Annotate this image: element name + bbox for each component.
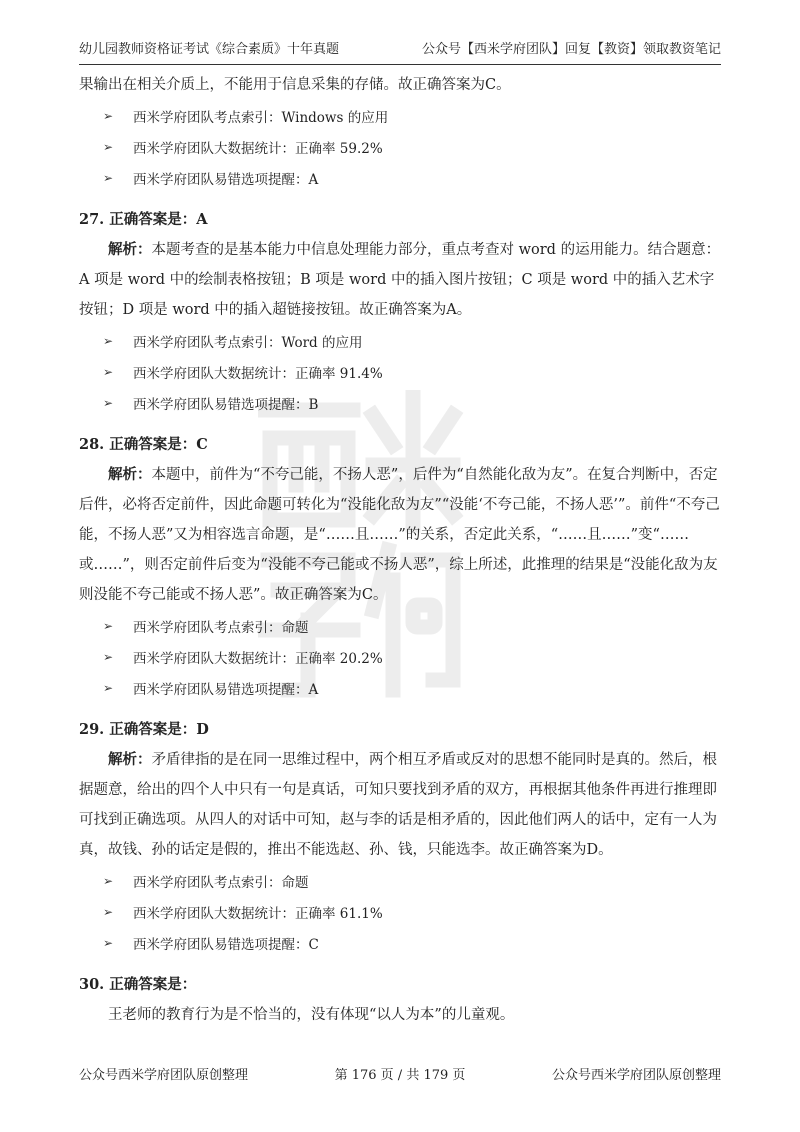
arrow-bullet-icon: ➢ xyxy=(103,618,114,633)
list-item: ➢ 西米学府团队大数据统计：正确率 20.2% xyxy=(103,649,383,667)
arrow-bullet-icon: ➢ xyxy=(103,904,114,919)
q30-answer: 王老师的教育行为是不恰当的，没有体现“以人为本”的儿童观。 xyxy=(108,1007,515,1023)
q29-heading: 29. 正确答案是：D xyxy=(79,721,209,738)
intro-text: 果输出在相关介质上，不能用于信息采集的存储。故正确答案为C。 xyxy=(79,77,511,93)
arrow-bullet-icon: ➢ xyxy=(103,364,114,379)
list-item: ➢ 西米学府团队考点索引：Windows 的应用 xyxy=(103,108,389,126)
list-item: ➢ 西米学府团队易错选项提醒：C xyxy=(103,935,319,953)
arrow-bullet-icon: ➢ xyxy=(103,333,114,348)
footer-right-text: 公众号西米学府团队原创整理 xyxy=(551,1068,721,1083)
arrow-bullet-icon: ➢ xyxy=(103,395,114,410)
list-item: ➢ 西米学府团队易错选项提醒：A xyxy=(103,680,319,698)
q27-analysis: 解析：本题考查的是基本能力中信息处理能力部分，重点考查对 word 的运用能力。结合题意：A 项是 word 中的绘制表格按钮；B 项是 word 中的插入图片按钮；C 项是 word 中的插入艺术字按钮；D 项是 word 中的插入超链接按钮。故正确答案为A。 xyxy=(79,241,721,318)
q30-heading: 30. 正确答案是： xyxy=(79,976,197,993)
q29-analysis: 解析：矛盾律指的是在同一思维过程中，两个相互矛盾或反对的思想不能同时是真的。然后，根据题意，给出的四个人中只有一句是真话，可知只要找到矛盾的双方，再根据其他条件再进行推理即可找到正确选项。从四人的对话中可知，赵与李的话是相矛盾的，因此他们两人的话中，定有一人为真，故钱、孙的话定是假的，推出不能选赵、孙、钱，只能选李。故正确答案为D。 xyxy=(79,751,717,858)
page-header xyxy=(79,38,721,65)
list-item: ➢ 西米学府团队易错选项提醒：A xyxy=(103,170,319,188)
arrow-bullet-icon: ➢ xyxy=(103,170,114,185)
document-body xyxy=(79,70,721,1030)
list-item: ➢ 西米学府团队大数据统计：正确率 59.2% xyxy=(103,139,383,157)
arrow-bullet-icon: ➢ xyxy=(103,935,114,950)
arrow-bullet-icon: ➢ xyxy=(103,873,114,888)
arrow-bullet-icon: ➢ xyxy=(103,108,114,123)
list-item: ➢ 西米学府团队易错选项提醒：B xyxy=(103,395,319,413)
arrow-bullet-icon: ➢ xyxy=(103,139,114,154)
arrow-bullet-icon: ➢ xyxy=(103,649,114,664)
q28-analysis: 解析：本题中，前件为“不夸己能，不扬人恶”，后件为“自然能化敌为友”。在复合判断中，否定后件，必将否定前件，因此命题可转化为“没能化敌为友”“没能‘不夸己能，不扬人恶’”。前件“不夸己能，不扬人恶”又为相容选言命题，是“……且……”的关系，否定此关系，“……且……”变“……或……”，则否定前件后变为“没能不夸己能或不扬人恶”，综上所述，此推理的结果是“没能化敌为友则没能不夸己能或不扬人恶”。故正确答案为C。 xyxy=(79,466,720,603)
list-item: ➢ 西米学府团队大数据统计：正确率 91.4% xyxy=(103,364,383,382)
list-item: ➢ 西米学府团队大数据统计：正确率 61.1% xyxy=(103,904,383,922)
header-left-text: 幼儿园教师资格证考试《综合素质》十年真题 xyxy=(79,42,340,57)
list-item: ➢ 西米学府团队考点索引：命题 xyxy=(103,873,309,891)
list-item: ➢ 西米学府团队考点索引：命题 xyxy=(103,618,309,636)
page-footer xyxy=(79,1064,721,1083)
page-number: 第 176 页 / 共 179 页 xyxy=(334,1068,466,1083)
list-item: ➢ 西米学府团队考点索引：Word 的应用 xyxy=(103,333,363,351)
arrow-bullet-icon: ➢ xyxy=(103,680,114,695)
q27-heading: 27. 正确答案是：A xyxy=(79,211,208,228)
q28-heading: 28. 正确答案是：C xyxy=(79,436,208,453)
footer-left-text: 公众号西米学府团队原创整理 xyxy=(79,1068,249,1083)
header-right-text: 公众号【西米学府团队】回复【教资】领取教资笔记 xyxy=(421,42,721,57)
